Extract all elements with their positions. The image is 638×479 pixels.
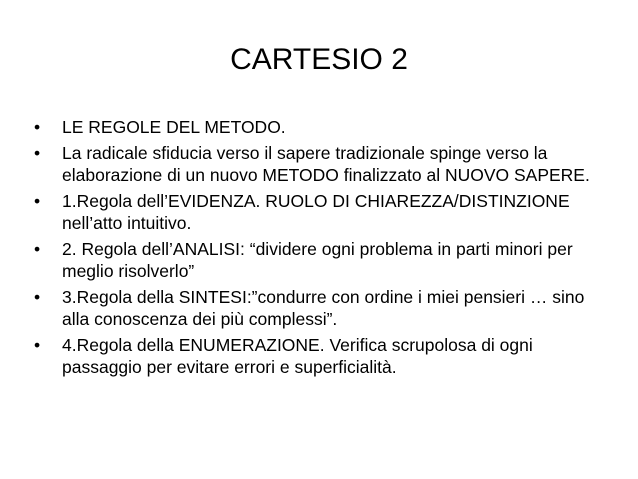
bullet-item xyxy=(34,142,614,187)
bullet-text: 4.Regola della ENUMERAZIONE. Verifica scrupolosa di ogni passaggio per evitare errori e superficialità. xyxy=(62,334,533,377)
bullet-item xyxy=(34,238,614,283)
bullet-text: 2. Regola dell’ANALISI: “dividere ogni problema in parti minori per meglio risolverlo” xyxy=(62,238,573,281)
bullet-dot-icon: • xyxy=(34,286,41,307)
bullet-dot-icon: • xyxy=(34,334,41,355)
bullet-text: La radicale sfiducia verso il sapere tradizionale spinge verso la elaborazione di un nuovo METODO finalizzato al NUOVO SAPERE. xyxy=(62,142,590,185)
bullet-dot-icon: • xyxy=(34,117,41,137)
bullet-item xyxy=(34,116,614,139)
bullet-text: 3.Regola della SINTESI:”condurre con ordine i miei pensieri … sino alla conoscenza dei più complessi”. xyxy=(62,286,585,329)
bullet-dot-icon: • xyxy=(34,190,41,211)
bullet-text: LE REGOLE DEL METODO. xyxy=(62,117,286,137)
bullet-text: 1.Regola dell’EVIDENZA. RUOLO DI CHIAREZZA/DISTINZIONE nell’atto intuitivo. xyxy=(62,190,570,233)
slide-title: CARTESIO 2 xyxy=(230,43,408,76)
bullet-item xyxy=(34,190,614,235)
bullet-dot-icon: • xyxy=(34,142,41,163)
bullet-dot-icon: • xyxy=(34,238,41,259)
bullet-list xyxy=(34,116,614,382)
bullet-item xyxy=(34,286,614,331)
bullet-item xyxy=(34,334,614,379)
